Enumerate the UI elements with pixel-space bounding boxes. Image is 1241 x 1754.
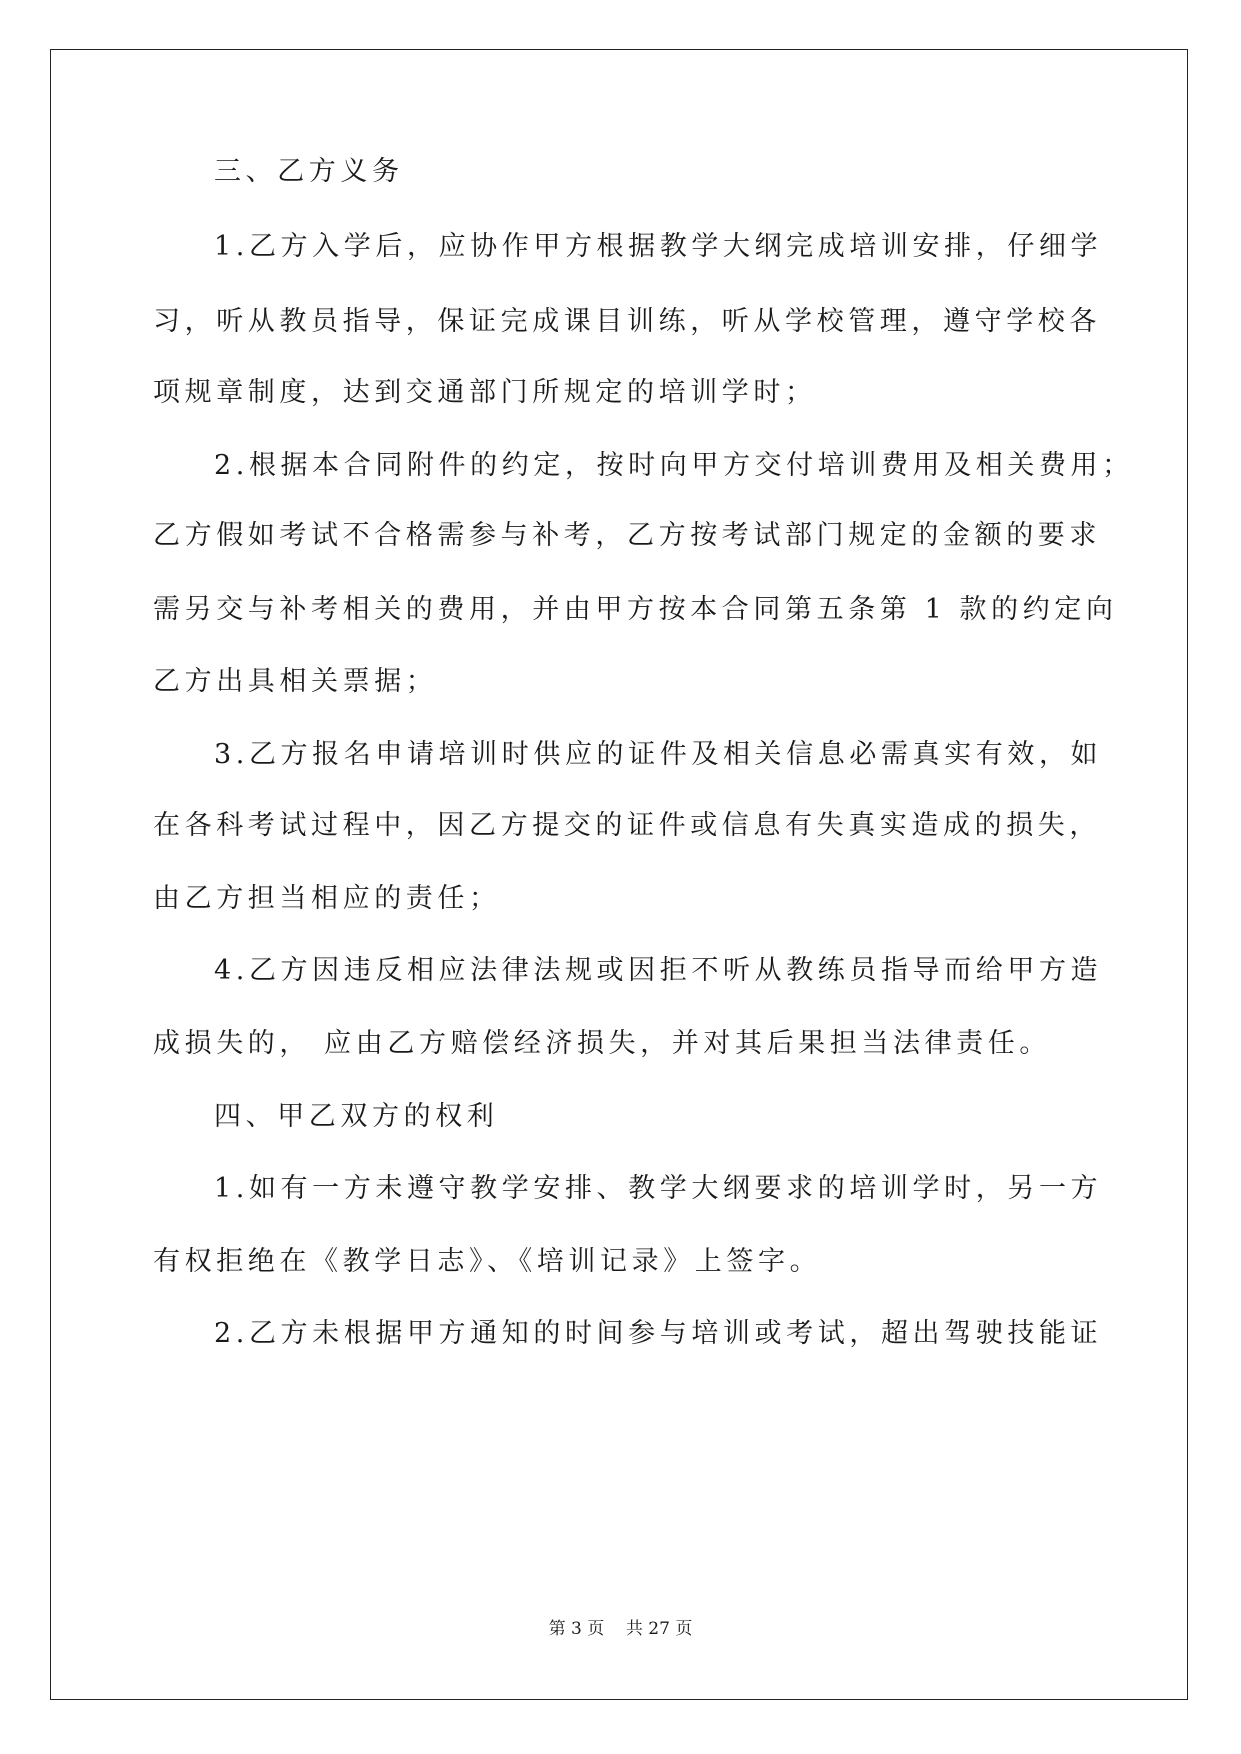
section-heading-rights: 四、甲乙双方的权利: [214, 1101, 499, 1132]
page-total: 共 27 页: [625, 1619, 693, 1639]
text-line: 3.乙方报名申请培训时供应的证件及相关信息必需真实有效，如: [214, 739, 1103, 770]
page-footer: [0, 1614, 1241, 1639]
text-line: 需另交与补考相关的费用，并由甲方按本合同第五条第 1 款的约定向: [153, 594, 1118, 625]
text-line: 有权拒绝在《教学日志》、《培训记录》上签字。: [153, 1246, 822, 1277]
text-line: 4.乙方因违反相应法律法规或因拒不听从教练员指导而给甲方造: [214, 955, 1103, 986]
text-line: 1.如有一方未遵守教学安排、教学大纲要求的培训学时，另一方: [214, 1173, 1103, 1204]
page-border: [50, 49, 1188, 1700]
section-heading-obligations: 三、乙方义务: [214, 156, 404, 187]
text-line: 2.乙方未根据甲方通知的时间参与培训或考试，超出驾驶技能证: [214, 1318, 1103, 1349]
text-line: 项规章制度，达到交通部门所规定的培训学时；: [153, 377, 817, 408]
text-line: 由乙方担当相应的责任；: [153, 883, 501, 914]
text-line: 成损失的， 应由乙方赔偿经济损失，并对其后果担当法律责任。: [153, 1028, 1051, 1059]
page-number: 第 3 页: [548, 1619, 605, 1639]
text-line: 乙方假如考试不合格需参与补考，乙方按考试部门规定的金额的要求: [153, 520, 1101, 551]
text-line: 习，听从教员指导，保证完成课目训练，听从学校管理，遵守学校各: [153, 306, 1101, 337]
text-line: 在各科考试过程中，因乙方提交的证件或信息有失真实造成的损失，: [153, 810, 1101, 841]
text-line: 乙方出具相关票据；: [153, 666, 438, 697]
text-line: 2.根据本合同附件的约定，按时向甲方交付培训费用及相关费用；: [214, 450, 1134, 481]
text-line: 1.乙方入学后，应协作甲方根据教学大纲完成培训安排，仔细学: [214, 231, 1103, 262]
